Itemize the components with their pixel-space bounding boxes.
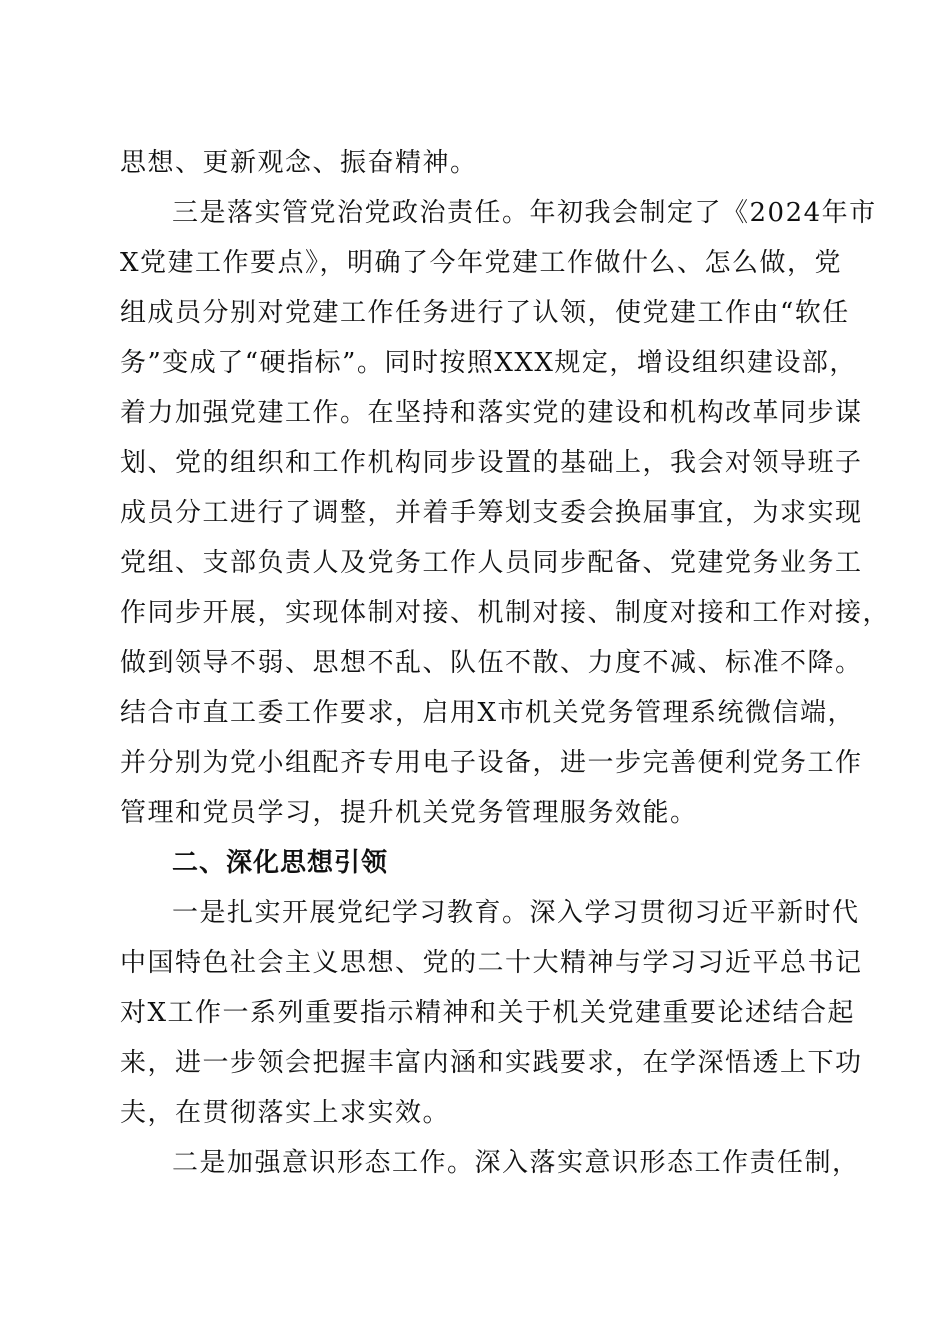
paragraph-line: 党组、支部负责人及党务工作人员同步配备、党建党务业务工 [120,548,863,578]
paragraph-line: 做到领导不弱、思想不乱、队伍不散、力度不减、标准不降。 [120,648,863,678]
paragraph-line: 组成员分别对党建工作任务进行了认领，使党建工作由“软任 [120,298,850,328]
paragraph-line: 二是加强意识形态工作。深入落实意识形态工作责任制， [172,1148,860,1178]
paragraph-line: 结合市直工委工作要求，启用X市机关党务管理系统微信端， [120,698,856,728]
paragraph-line: 思想、更新观念、振奋精神。 [120,148,478,178]
paragraph-line: 来，进一步领会把握丰富内涵和实践要求，在学深悟透上下功 [120,1048,863,1078]
paragraph-line: 并分别为党小组配齐专用电子设备，进一步完善便利党务工作 [120,748,863,778]
section-heading: 二、深化思想引领 [172,848,389,878]
paragraph-line: 划、党的组织和工作机构同步设置的基础上，我会对领导班子 [120,448,863,478]
paragraph-line: 作同步开展，实现体制对接、机制对接、制度对接和工作对接， [120,598,891,628]
paragraph-line: 夫，在贯彻落实上求实效。 [120,1098,451,1128]
paragraph-line: 管理和党员学习，提升机关党务管理服务效能。 [120,798,698,828]
paragraph-line: X党建工作要点》，明确了今年党建工作做什么、怎么做，党 [120,248,843,278]
paragraph-line: 成员分工进行了调整，并着手筹划支委会换届事宜，为求实现 [120,498,863,528]
paragraph-line: 对X工作一系列重要指示精神和关于机关党建重要论述结合起 [120,998,856,1028]
paragraph-line: 中国特色社会主义思想、党的二十大精神与学习习近平总书记 [120,948,863,978]
paragraph-line: 着力加强党建工作。在坚持和落实党的建设和机构改革同步谋 [120,398,863,428]
paragraph-line: 三是落实管党治党政治责任。年初我会制定了《2024年市 [172,198,877,228]
paragraph-line: 务”变成了“硬指标”。同时按照XXX规定，增设组织建设部， [120,348,857,378]
paragraph-line: 一是扎实开展党纪学习教育。深入学习贯彻习近平新时代 [172,898,860,928]
